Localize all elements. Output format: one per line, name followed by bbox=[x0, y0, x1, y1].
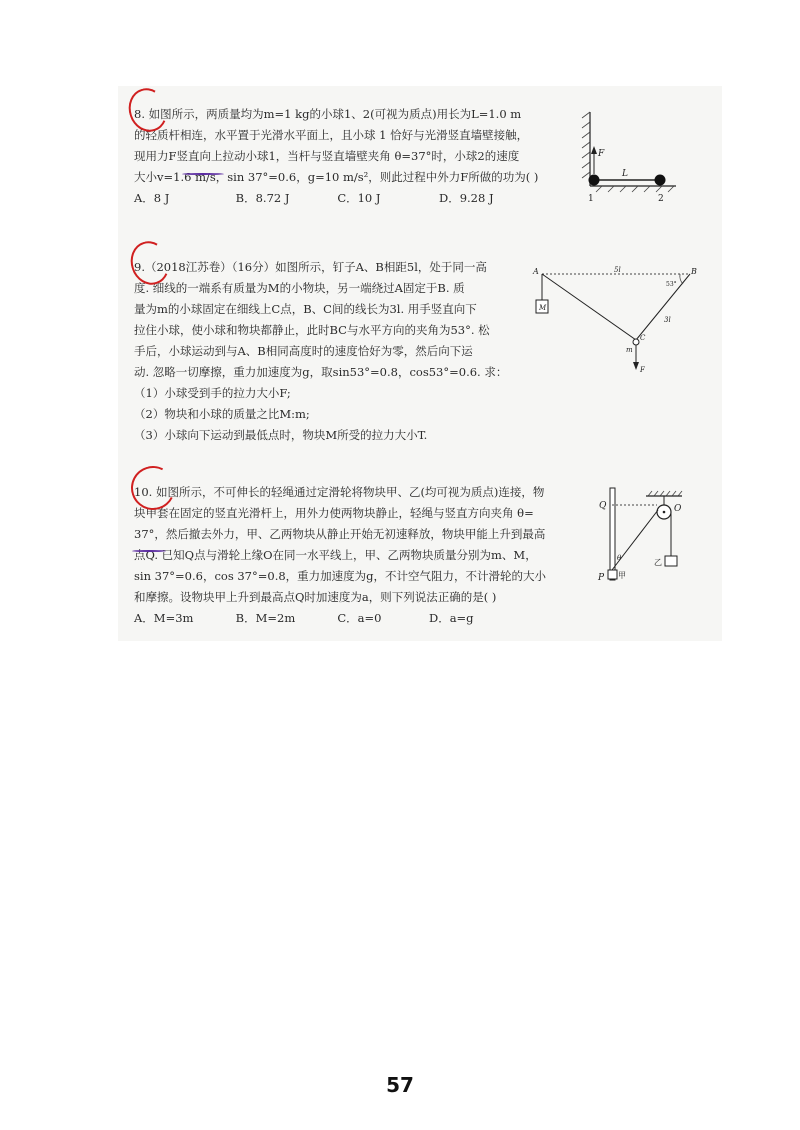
q8-line: 大小v=1.6 m/s，sin 37°=0.6，g=10 m/s²，则此过程中外力F所做的功为( ) bbox=[134, 170, 539, 184]
q9-label-side-length: 3l bbox=[664, 316, 671, 324]
q9-label-c: C bbox=[640, 334, 646, 342]
q10-line: 点Q. 已知Q点与滑轮上缘O在同一水平线上，甲、乙两物块质量分别为m、M， bbox=[134, 548, 537, 562]
handwritten-underline-mark bbox=[132, 550, 166, 552]
q9-label-ball-m: m bbox=[626, 346, 633, 354]
q10-option-b: B．M=2m bbox=[235, 611, 296, 625]
handwritten-underline-mark bbox=[182, 173, 224, 175]
q10-line: 和摩擦。设物块甲上升到最高点Q时加速度为a，则下列说法正确的是( ) bbox=[134, 590, 497, 604]
q9-line: 拉住小球，使小球和物块都静止，此时BC与水平方向的夹角为53°. 松 bbox=[134, 323, 490, 337]
q8-option-b: B．8.72 J bbox=[235, 191, 290, 205]
q8-option-d: D．9.28 J bbox=[438, 191, 494, 205]
q10-option-a: A．M=3m bbox=[134, 611, 194, 625]
q8-line: 的轻质杆相连，水平置于光滑水平面上，且小球 1 恰好与光滑竖直墙壁接触， bbox=[134, 128, 529, 142]
q10-label-q: Q bbox=[599, 501, 607, 511]
q9-subquestion: （2）物块和小球的质量之比M:m; bbox=[134, 407, 310, 421]
q9-subquestion: （3）小球向下运动到最低点时，物块M所受的拉力大小T. bbox=[134, 428, 428, 442]
question-9 bbox=[134, 257, 507, 446]
q8-line: 8. 如图所示，两质量均为m=1 kg的小球1、2(可视为质点)用长为L=1.0 m bbox=[134, 107, 522, 121]
q10-line: sin 37°=0.6，cos 37°=0.8，重力加速度为g，不计空气阻力，不计滑轮的大小 bbox=[134, 569, 547, 583]
question-10 bbox=[134, 482, 546, 629]
q10-label-p: P bbox=[598, 573, 605, 583]
q9-label-block-m: M bbox=[539, 304, 547, 312]
q8-option-a: A．8 J bbox=[134, 191, 170, 205]
page-number: 57 bbox=[386, 1073, 414, 1097]
q9-label-f: F bbox=[640, 366, 645, 374]
q10-line: 10. 如图所示，不可伸长的轻绳通过定滑轮将物块甲、乙(均可视为质点)连接，物 bbox=[134, 485, 545, 499]
q9-label-top-length: 5l bbox=[614, 266, 621, 274]
q9-line: 量为m的小球固定在细线上C点，B、C间的线长为3l. 用手竖直向下 bbox=[134, 302, 477, 316]
q8-label-rod: L bbox=[622, 169, 628, 179]
q9-line: 动. 忽略一切摩擦，重力加速度为g，取sin53°=0.8，cos53°=0.6. 求： bbox=[134, 365, 508, 379]
q10-options bbox=[134, 608, 546, 629]
q8-options bbox=[134, 188, 538, 209]
q8-line: 现用力F竖直向上拉动小球1，当杆与竖直墙壁夹角 θ=37°时，小球2的速度 bbox=[134, 149, 520, 163]
q10-label-o: O bbox=[674, 504, 682, 514]
q9-line: 手后，小球运动到与A、B相同高度时的速度恰好为零，然后向下运 bbox=[134, 344, 473, 358]
q9-line: 度. 细线的一端系有质量为M的小物块，另一端绕过A固定于B. 质 bbox=[134, 281, 465, 295]
q10-label-yi: 乙 bbox=[654, 558, 662, 567]
q9-label-a: A bbox=[533, 267, 539, 276]
q8-option-c: C．10 J bbox=[337, 191, 381, 205]
q9-line: 9.（2018江苏卷）（16分）如图所示，钉子A、B相距5l，处于同一高 bbox=[134, 260, 487, 274]
q10-line: 块甲套在固定的竖直光滑杆上，用外力使两物块静止，轻绳与竖直方向夹角 θ= bbox=[134, 506, 534, 520]
q9-subquestion: （1）小球受到手的拉力大小F; bbox=[134, 386, 291, 400]
q8-label-force: F bbox=[598, 149, 605, 159]
q8-figure bbox=[580, 108, 692, 204]
q10-figure bbox=[596, 484, 702, 588]
question-8 bbox=[134, 104, 538, 209]
q10-label-theta: θ bbox=[617, 554, 622, 562]
q9-figure bbox=[530, 262, 710, 380]
q9-label-b: B bbox=[691, 267, 697, 276]
q8-label-ball1: 1 bbox=[588, 194, 594, 204]
q10-option-c: C．a=0 bbox=[337, 611, 382, 625]
q9-label-angle: 53° bbox=[666, 281, 677, 288]
q8-label-ball2: 2 bbox=[658, 194, 664, 204]
q10-label-jia: 甲 bbox=[618, 571, 626, 580]
q10-option-d: D．a=g bbox=[428, 611, 474, 625]
q10-line: 37°，然后撤去外力，甲、乙两物块从静止开始无初速释放，物块甲能上升到最高 bbox=[134, 527, 546, 541]
